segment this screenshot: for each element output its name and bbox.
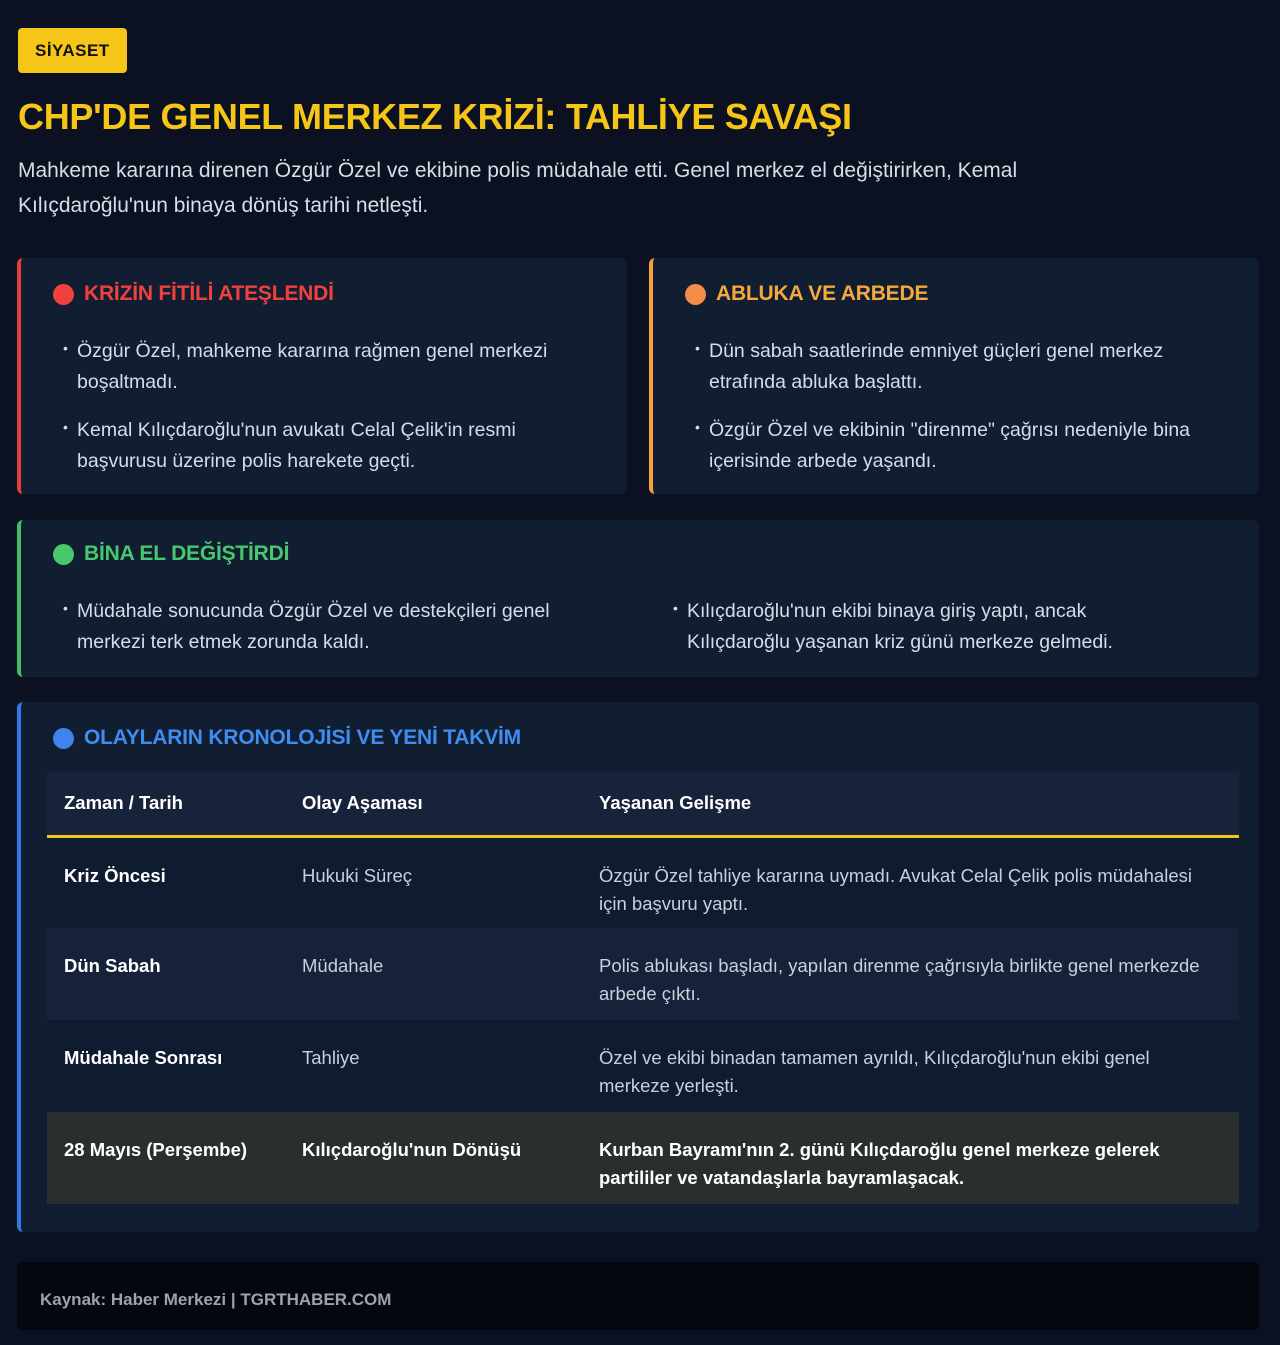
column-header: Yaşanan Gelişme	[582, 772, 1239, 836]
card-fuse-title-text: KRİZİN FİTİLİ ATEŞLENDİ	[84, 282, 334, 305]
table-row	[47, 928, 1239, 1020]
card-building	[17, 520, 1259, 677]
table-row	[47, 1020, 1239, 1112]
table-cell-phase: Hukuki Süreç	[285, 836, 582, 928]
table-cell-phase: Tahliye	[285, 1020, 582, 1112]
column-header: Zaman / Tarih	[47, 772, 285, 836]
table-header-row	[47, 772, 1239, 836]
list-item: • Özgür Özel, mahkeme kararına rağmen genel merkezi boşaltmadı.	[63, 336, 603, 398]
card-chronology-title-text: OLAYLARIN KRONOLOJİSİ VE YENİ TAKVİM	[84, 726, 521, 749]
card-siege-list	[695, 336, 1225, 477]
table-cell-development: Kurban Bayramı'nın 2. günü Kılıçdaroğlu genel merkeze gelerek partililer ve vatandaşlarla bayramlaşacak.	[582, 1112, 1239, 1204]
page-title: CHP'DE GENEL MERKEZ KRİZİ: TAHLİYE SAVAŞI	[18, 96, 852, 137]
card-fuse-list	[63, 336, 603, 477]
table-cell-development: Polis ablukası başladı, yapılan direnme çağrısıyla birlikte genel merkezde arbede çıktı.	[582, 928, 1239, 1020]
red-dot-icon	[53, 284, 74, 305]
source-footer	[17, 1262, 1259, 1330]
list-item: • Özgür Özel ve ekibinin "direnme" çağrısı nedeniyle bina içerisinde arbede yaşandı.	[695, 415, 1225, 477]
card-building-list-left	[63, 596, 623, 658]
table-cell-date: Dün Sabah	[47, 928, 285, 1020]
table-cell-development: Özgür Özel tahliye kararına uymadı. Avukat Celal Çelik polis müdahalesi için başvuru yaptı.	[582, 836, 1239, 928]
table-cell-development: Özel ve ekibi binadan tamamen ayrıldı, Kılıçdaroğlu'nun ekibi genel merkeze yerleşti.	[582, 1020, 1239, 1112]
table-row	[47, 836, 1239, 928]
source-text: Kaynak: Haber Merkezi | TGRTHABER.COM	[40, 1290, 392, 1309]
list-item: • Kılıçdaroğlu'nun ekibi binaya giriş yaptı, ancak Kılıçdaroğlu yaşanan kriz günü merkeze gelmedi.	[673, 596, 1173, 658]
table-cell-phase: Müdahale	[285, 928, 582, 1020]
table-cell-phase: Kılıçdaroğlu'nun Dönüşü	[285, 1112, 582, 1204]
card-building-title	[53, 542, 289, 566]
column-header: Olay Aşaması	[285, 772, 582, 836]
table-cell-date: Müdahale Sonrası	[47, 1020, 285, 1112]
chronology-table	[47, 772, 1239, 1204]
card-building-list-right	[673, 596, 1173, 658]
lead-paragraph: Mahkeme kararına direnen Özgür Özel ve ekibine polis müdahale etti. Genel merkez el değiştirirken, Kemal Kılıçdaroğlu'nun binaya dönüş tarihi netleşti.	[18, 159, 1018, 217]
card-chronology-title	[53, 726, 521, 750]
card-siege	[649, 258, 1259, 494]
blue-dot-icon	[53, 728, 74, 749]
card-chronology	[17, 702, 1259, 1232]
card-fuse	[17, 258, 627, 494]
list-item: • Kemal Kılıçdaroğlu'nun avukatı Celal Çelik'in resmi başvurusu üzerine polis harekete geçti.	[63, 415, 603, 477]
table-cell-date: 28 Mayıs (Perşembe)	[47, 1112, 285, 1204]
category-badge: SİYASET	[18, 28, 127, 73]
table-cell-date: Kriz Öncesi	[47, 836, 285, 928]
card-siege-title-text: ABLUKA VE ARBEDE	[716, 282, 929, 305]
card-building-title-text: BİNA EL DEĞİŞTİRDİ	[84, 542, 290, 565]
table-row-highlighted	[47, 1112, 1239, 1204]
list-item: • Dün sabah saatlerinde emniyet güçleri genel merkez etrafında abluka başlattı.	[695, 336, 1225, 398]
green-dot-icon	[53, 544, 74, 565]
card-fuse-title	[53, 282, 334, 306]
card-siege-title	[685, 282, 928, 306]
list-item: • Müdahale sonucunda Özgür Özel ve destekçileri genel merkezi terk etmek zorunda kaldı.	[63, 596, 623, 658]
orange-dot-icon	[685, 284, 706, 305]
